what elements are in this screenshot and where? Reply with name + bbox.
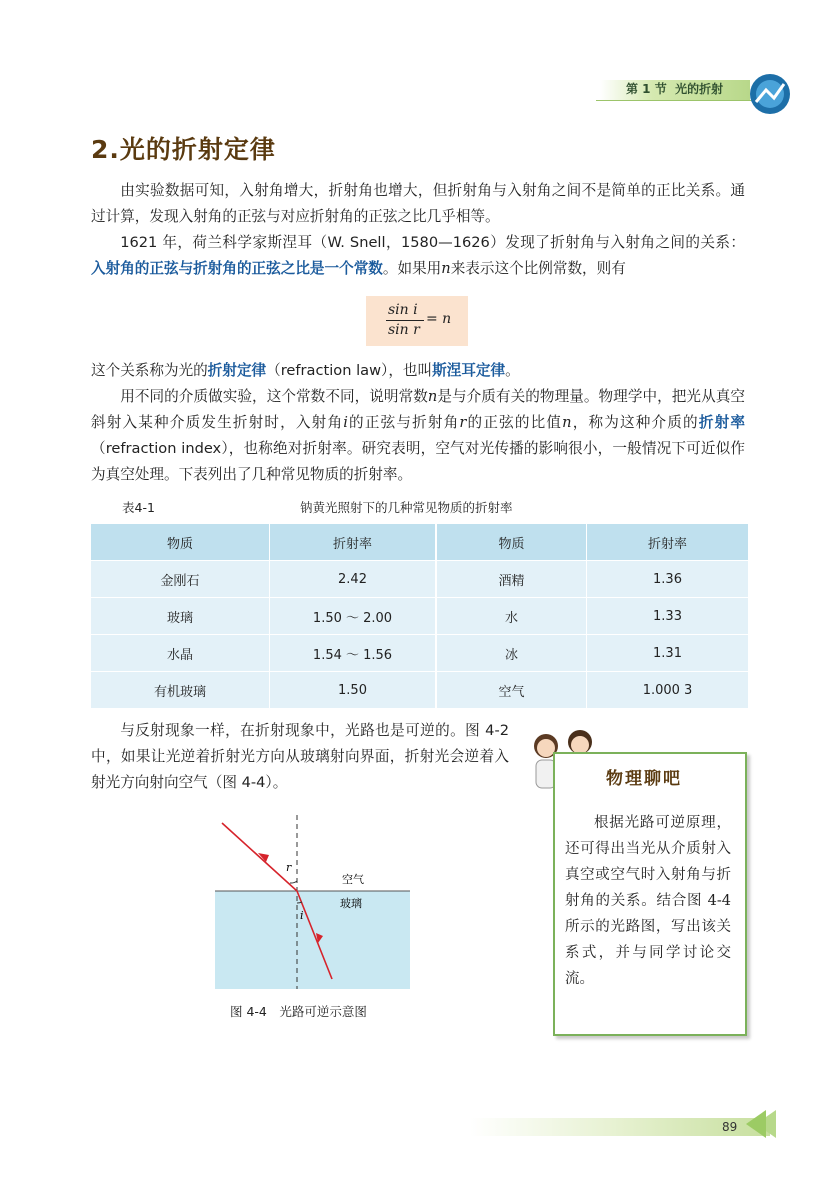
paragraph-1: 由实验数据可知，入射角增大，折射角也增大，但折射角与入射角之间不是简单的正比关系。通过计算，发现入射角的正弦与对应折射角的正弦之比几乎相等。 — [91, 182, 745, 225]
formula-rhs: = n — [426, 311, 452, 327]
table-cell: 1.000 3 — [587, 672, 749, 709]
table-cell: 1.50 ～ 2.00 — [270, 598, 436, 635]
angle-r-label: r — [286, 861, 292, 874]
glass-label: 玻璃 — [340, 897, 362, 910]
sidebar-text: 根据光路可逆原理，还可得出当光从介质射入真空或空气时入射角与折射角的关系。结合图 4-4 所示的光路图，写出该关系式，并与同学讨论交流。 — [565, 815, 731, 987]
table-cell: 有机玻璃 — [91, 672, 270, 709]
refraction-diagram — [200, 815, 410, 995]
table-row — [437, 561, 749, 598]
paragraph-4: 用不同的介质做实验，这个常数不同，说明常数n是与介质有关的物理量。物理学中，把光从真空斜射入某种介质发生折射时，入射角i的正弦与折射角r的正弦的比值n，称为这种介质的折射率（refraction index），也称绝对折射率。研究表明，空气对光传播的影响很小，一般情况下可近似作为真空处理。下表列出了几种常见物质的折射率。 — [91, 388, 745, 483]
table-cell: 金刚石 — [91, 561, 270, 598]
snell-statement: 入射角的正弦与折射角的正弦之比是一个常数 — [91, 260, 383, 277]
paragraph-3: 这个关系称为光的折射定律（refraction law），也叫斯涅耳定律。 — [91, 362, 520, 379]
table-row — [437, 598, 749, 635]
table-cell: 水 — [437, 598, 587, 635]
body-text-upper — [91, 178, 745, 282]
chapter-logo-icon — [748, 72, 792, 116]
table-header: 物质 — [91, 524, 270, 561]
figure-caption: 图 4-4 光路可逆示意图 — [230, 1004, 367, 1019]
table-header: 折射率 — [587, 524, 749, 561]
table-label: 表4-1 — [122, 500, 155, 515]
table-cell: 水晶 — [91, 635, 270, 672]
table-header: 物质 — [437, 524, 587, 561]
table-row — [437, 672, 749, 709]
refraction-table-right — [437, 524, 749, 709]
table-cell: 1.33 — [587, 598, 749, 635]
footer-arrow-icon — [742, 1108, 782, 1140]
table-row — [91, 561, 436, 598]
table-cell: 冰 — [437, 635, 587, 672]
paragraph-2: 1621 年，荷兰科学家斯涅耳（W. Snell，1580—1626）发现了折射角与入射角之间的关系：入射角的正弦与折射角的正弦之比是一个常数。如果用n来表示这个比例常数，则有 — [91, 234, 745, 277]
table-cell: 酒精 — [437, 561, 587, 598]
table-cell: 玻璃 — [91, 598, 270, 635]
paragraph-5: 与反射现象一样，在折射现象中，光路也是可逆的。图 4-2 中，如果让光逆着折射光方向从玻璃射向界面，折射光会逆着入射光方向射向空气（图 4-4）。 — [91, 722, 509, 791]
table-cell: 1.31 — [587, 635, 749, 672]
refraction-table-left — [91, 524, 436, 709]
header-section: 第 1 节 光的折射 — [626, 82, 724, 96]
glass-medium — [215, 891, 410, 989]
page-number: 89 — [722, 1120, 738, 1134]
table-row — [91, 635, 436, 672]
fraction-bar — [386, 320, 424, 321]
table-cell: 1.54 ～ 1.56 — [270, 635, 436, 672]
table-cell: 2.42 — [270, 561, 436, 598]
body-text-middle — [91, 358, 745, 488]
table-row — [91, 598, 436, 635]
body-text-lower — [91, 718, 509, 796]
air-label: 空气 — [342, 873, 364, 886]
ray-air — [222, 823, 297, 891]
table-row — [91, 672, 436, 709]
table-cell: 空气 — [437, 672, 587, 709]
table-caption: 钠黄光照射下的几种常见物质的折射率 — [300, 500, 513, 515]
table-header-row — [437, 524, 749, 561]
table-cell: 1.50 — [270, 672, 436, 709]
table-header-row — [91, 524, 436, 561]
table-cell: 1.36 — [587, 561, 749, 598]
formula-denominator: sin r — [388, 322, 420, 338]
table-header: 折射率 — [270, 524, 436, 561]
sidebar-title: 物理聊吧 — [606, 769, 682, 789]
formula-numerator: sin i — [388, 302, 418, 318]
formula-box — [366, 296, 468, 346]
angle-i-label: i — [300, 909, 304, 922]
section-heading: 2.光的折射定律 — [91, 135, 276, 164]
table-row — [437, 635, 749, 672]
